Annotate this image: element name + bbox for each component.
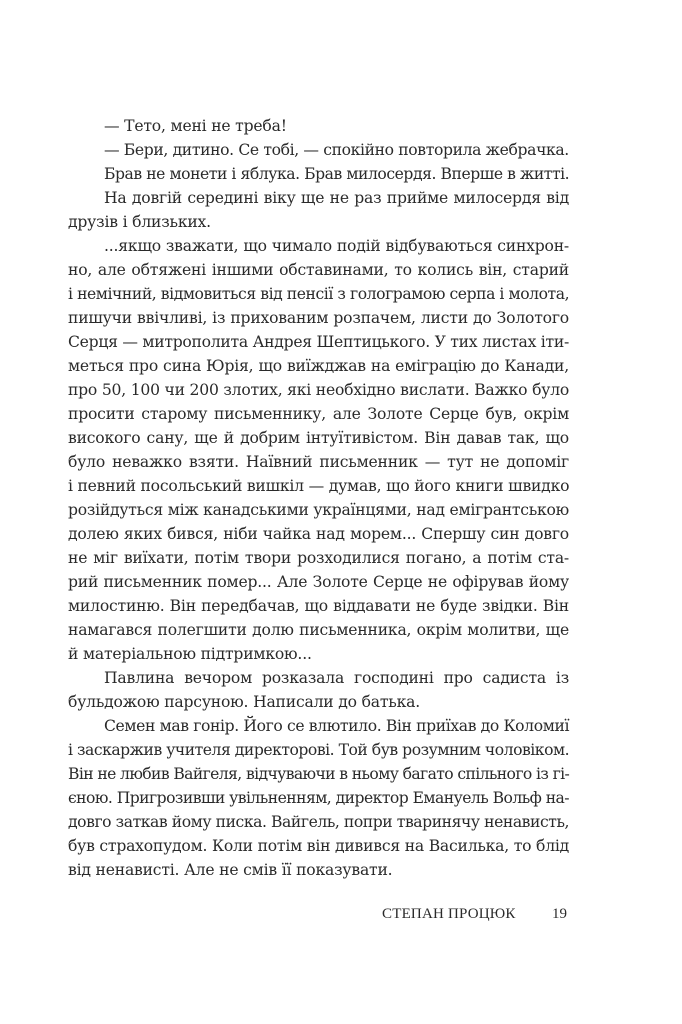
text-line: довго заткав йому писка. Вайгель, попри тваринячу ненависть, [68,813,570,831]
text-line: но, але обтяжені іншими обставинами, то колись він, старий [68,261,569,279]
text-line: Семен мав гонір. Його се влютило. Він приїхав до Коломиї [104,717,570,735]
text-line: милостиню. Він передбачав, що віддавати не буде звідки. Він [68,597,569,615]
text-line: був страхопудом. Коли потім він дивився на Василька, то блід [68,837,570,855]
text-line: рий письменник помер... Але Золоте Серце не офірував йому [68,573,569,591]
text-line: розійдуться між канадськими українцями, над емігрантською [68,501,569,519]
text-line: намагався полегшити долю письменника, окрім молитви, ще [68,621,569,639]
text-line: від ненависті. Але не смів її показувати. [68,861,393,879]
text-line: — Бери, дитино. Се тобі, — спокійно повторила жебрачка. [104,141,569,159]
text-line: Брав не монети і яблука. Брав милосердя. Вперше в житті. [104,165,570,183]
text-line: було неважко взяти. Наївний письменник — тут не допоміг [68,453,569,471]
text-line: пишучи ввічливі, із прихованим розпачем, листи до Золотого [68,309,569,327]
text-line: єною. Пригрозивши увільненням, директор Емануель Вольф на- [68,789,569,807]
text-line: не міг виїхати, потім твори розходилися погано, а потім ста- [68,549,569,567]
text-line: просити старому письменнику, але Золоте Серце був, окрім [68,405,569,423]
text-line: і заскаржив учителя директорові. Той був розумним чоловіком. [68,741,570,759]
text-line: Він не любив Вайгеля, відчуваючи в ньому багато спільного із гі- [68,765,570,783]
text-line: високого сану, ще й добрим інтуїтивістом. Він давав так, що [68,429,569,447]
text-line: й матеріальною підтримкою... [68,645,312,663]
text-line: долею яких бився, ніби чайка над морем... Спершу син довго [68,525,569,543]
text-line: Павлина вечором розказала господині про садиста із [104,669,569,687]
text-line: ...якщо зважати, що чимало подій відбуваються синхрон- [104,237,569,255]
text-line: На довгій середині віку ще не раз прийме милосердя від [104,189,569,207]
text-line: меться про сина Юрія, що виїжджав на еміграцію до Канади, [68,357,569,375]
text-line: про 50, 100 чи 200 злотих, які необхідно вислати. Важко було [68,381,570,399]
running-head-author: СТЕПАН ПРОЦЮК [382,906,516,922]
text-line: — Тето, мені не треба! [104,117,287,135]
page-number: 19 [552,906,567,922]
text-line: і певний посольський вишкіл — думав, що його книги швидко [68,477,570,495]
text-line: і немічний, відмовиться від пенсії з голограмою серпа і молота, [68,285,570,303]
page-body [68,114,569,882]
text-line: Серця — митрополита Андрея Шептицького. У тих листах іти- [68,333,569,351]
text-line: друзів і близьких. [68,213,211,231]
text-line: бульдожою парсуною. Написали до батька. [68,693,420,711]
